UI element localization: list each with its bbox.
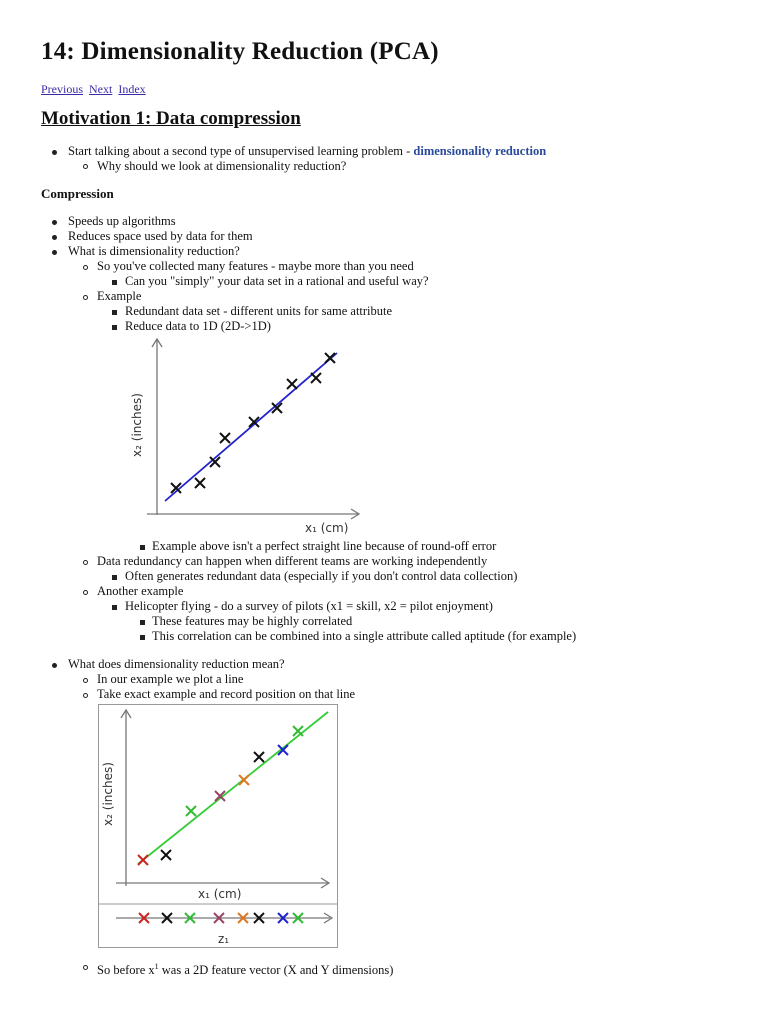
bullet-square [112,325,117,330]
bullet-square [140,635,145,640]
bullet-square [112,310,117,315]
bullet-disc [52,663,57,668]
data-point-red [138,855,148,865]
bullet-circle [83,693,88,698]
intro-start-text: Start talking about a second type of unsupervised learning problem - [68,144,414,158]
bullet-circle [83,678,88,683]
figure-border [99,705,338,948]
item-redundant: Redundant data set - different units for same attribute [125,304,393,318]
item-collected: So you've collected many features - maybe more than you need [97,259,414,273]
item-redundancy: Data redundancy can happen when different teams are working independently [97,554,488,568]
bullet-square [112,575,117,580]
index-link[interactable]: Index [118,82,146,96]
final-suffix: was a 2D feature vector (X and Y dimensions) [158,963,394,978]
scatter-figure-1 [125,335,365,540]
data-point [195,478,205,488]
data-point [311,373,321,383]
y-axis-label: x₂ (inches) [130,393,144,457]
item-mean-what: What does dimensionality reduction mean? [68,657,285,671]
previous-link[interactable]: Previous [41,82,83,96]
item-reduce: Reduce data to 1D (2D->1D) [125,319,271,333]
item-simply: Can you "simply" your data set in a rational and useful way? [125,274,429,288]
regression-line [165,353,337,501]
bullet-square [112,280,117,285]
nav-links [41,82,149,97]
bullet-disc [52,250,57,255]
data-point-green [186,806,196,816]
item-reduces: Reduces space used by data for them [68,229,253,243]
final-prefix: So before x [97,963,155,978]
bullet-disc [52,235,57,240]
z-axis-label: z₁ [218,932,230,946]
projection-figure-2 [98,704,338,948]
bullet-disc [52,150,57,155]
bullet-square [140,545,145,550]
item-plot: In our example we plot a line [97,672,244,686]
item-final [97,959,393,978]
data-points [171,353,335,493]
data-point-green [293,726,303,736]
x-axis-label: x₁ (cm) [305,521,349,535]
next-link[interactable]: Next [89,82,113,96]
compression-heading: Compression [41,186,114,201]
bullet-circle [83,265,88,270]
item-combined: This correlation can be combined into a single attribute called aptitude (for example) [152,629,577,643]
item-exact: Take exact example and record position on that line [97,687,356,701]
bullet-circle [83,295,88,300]
item-example: Example [97,289,142,303]
bullet-circle [83,590,88,595]
bullet-circle [83,560,88,565]
projection-line [138,712,328,864]
data-point [287,379,297,389]
item-often: Often generates redundant data (especially if you don't control data collection) [125,569,518,583]
page-title: 14: Dimensionality Reduction (PCA) [41,38,439,65]
bullet-square [140,620,145,625]
data-point [325,353,335,363]
item-another: Another example [97,584,184,598]
data-point-black [161,850,171,860]
item-heli: Helicopter flying - do a survey of pilots (x1 = skill, x2 = pilot enjoyment) [125,599,493,613]
bullet-circle [83,965,88,970]
x-axis-label: x₁ (cm) [198,887,242,901]
intro-highlight: dimensionality reduction [413,144,547,158]
item-speeds: Speeds up algorithms [68,214,176,228]
y-axis-label: x₂ (inches) [101,762,115,826]
final-sup: 1 [154,962,159,971]
bullet-disc [52,220,57,225]
data-point-black [254,752,264,762]
intro-why: Why should we look at dimensionality reduction? [97,159,347,173]
intro-start [68,144,546,159]
data-point [220,433,230,443]
bullet-circle [83,164,88,169]
item-roundoff: Example above isn't a perfect straight line because of round-off error [152,539,497,553]
item-what: What is dimensionality reduction? [68,244,240,258]
item-correlated: These features may be highly correlated [152,614,353,628]
section-heading-motivation: Motivation 1: Data compression [41,108,301,129]
bullet-square [112,605,117,610]
data-point-orange [239,775,249,785]
